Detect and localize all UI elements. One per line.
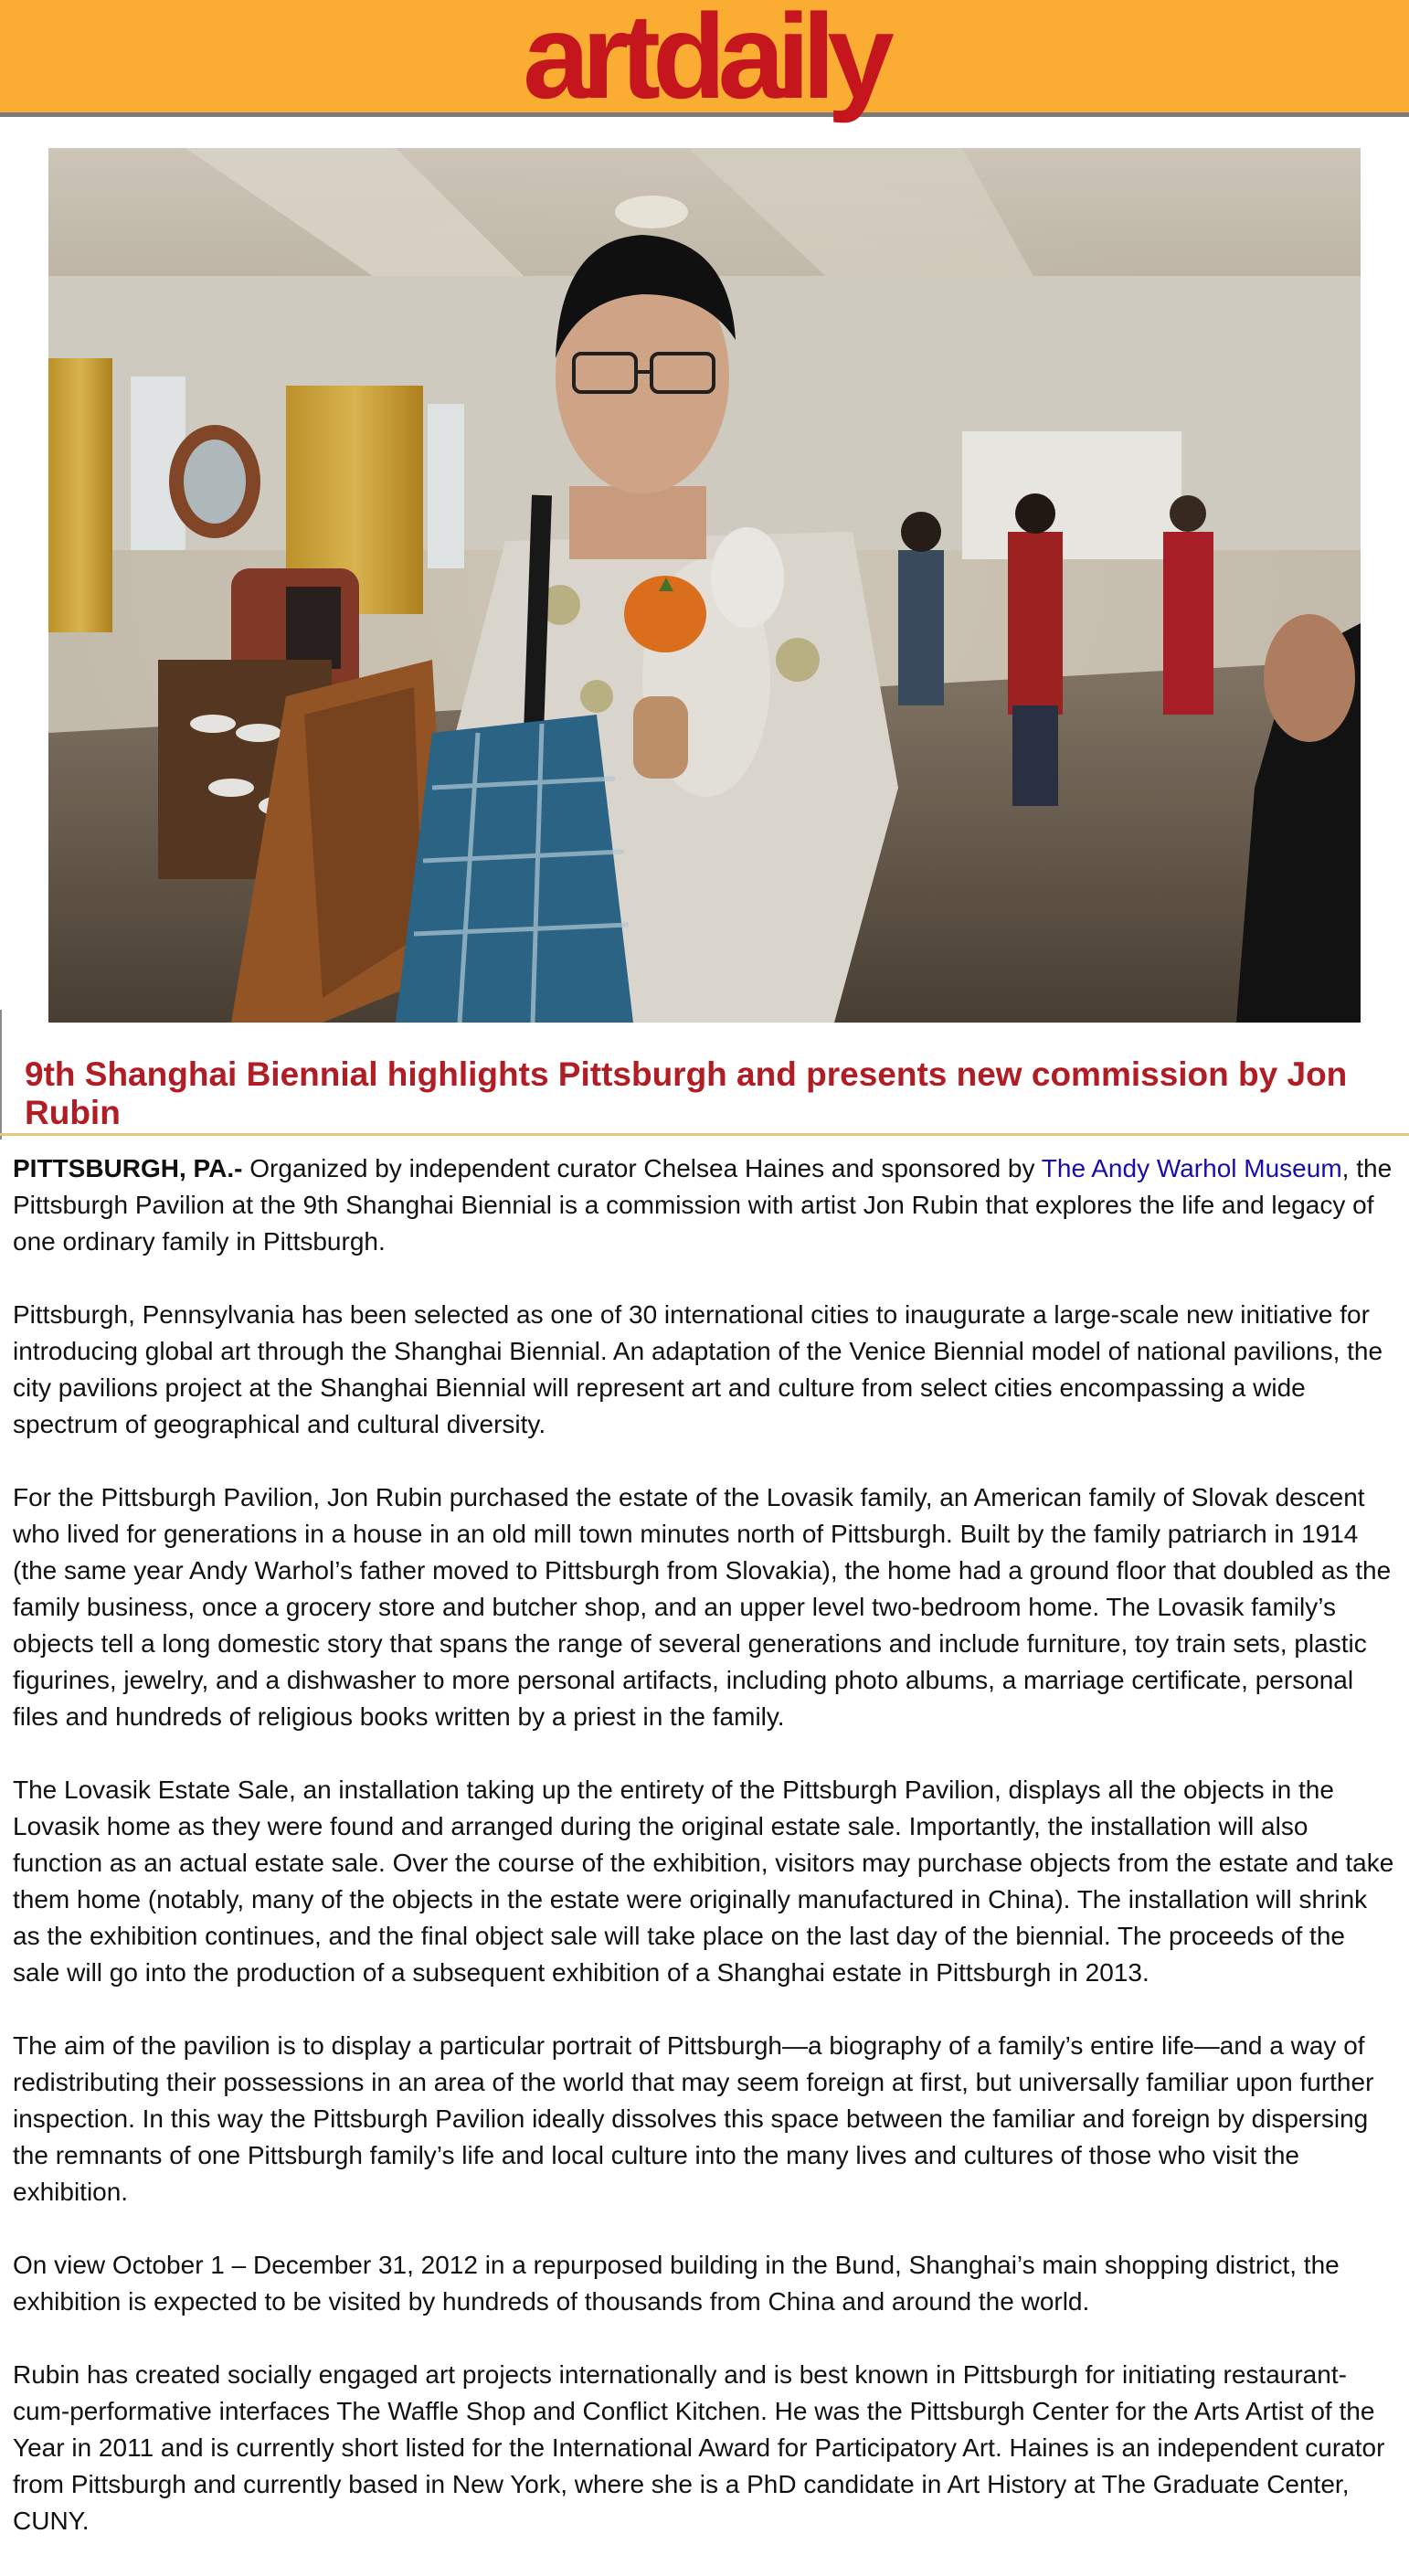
article-headline: 9th Shanghai Biennial highlights Pittsburgh and presents new commission by Jon Rubin — [25, 1055, 1348, 1131]
lead-text-start: Organized by independent curator Chelsea Haines and sponsored by — [242, 1154, 1042, 1182]
lead-paragraph — [13, 1150, 1394, 1260]
headline-divider — [0, 1133, 1409, 1136]
dateline: PITTSBURGH, PA.- — [13, 1154, 243, 1182]
article-body — [13, 1150, 1394, 2576]
left-divider — [0, 1010, 2, 1140]
body-paragraph: Pittsburgh, Pennsylvania has been selected as one of 30 international cities to inaugurate a large-scale new initiative for introducing global art through the Shanghai Biennial. An adaptation of the Venice Biennial model of national pavilions, the city pavilions project at the Shanghai Biennial will represent art and culture from select cities encompassing a wide spectrum of geographical and cultural diversity. — [13, 1300, 1383, 1438]
body-paragraph: The aim of the pavilion is to display a particular portrait of Pittsburgh—a biography of a family’s entire life—and a way of redistributing their possessions in an area of the world that may seem foreign at first, but universally familiar upon further inspection. In this way the Pittsburgh Pavilion ideally dissolves this space between the familiar and foreign by dispersing the remnants of one Pittsburgh family’s life and local culture into the many lives and cultures of those who visit the exhibition. — [13, 2031, 1374, 2206]
body-paragraph: For the Pittsburgh Pavilion, Jon Rubin purchased the estate of the Lovasik family, an American family of Slovak descent who lived for generations in a house in an old mill town minutes north of Pittsburgh. Built by the family patriarch in 1914 (the same year Andy Warhol’s father moved to Pittsburgh from Slovakia), the home had a ground floor that doubled as the family business, once a grocery store and butcher shop, and an upper level two-bedroom home. The Lovasik family’s objects tell a long domestic story that spans the range of several generations and include furniture, toy train sets, plastic figurines, jewelry, and a dishwasher to more personal artifacts, including photo albums, a marriage certificate, personal files and hundreds of religious books written by a priest in the family. — [13, 1483, 1392, 1731]
artdaily-logo[interactable]: artdaily — [523, 0, 886, 123]
lead-text-end: , the Pittsburgh Pavilion at the 9th Shanghai Biennial is a commission with artist Jon Rubin that explores the life and legacy of one ordinary family in Pittsburgh. — [13, 1154, 1393, 1256]
body-paragraph: On view October 1 – December 31, 2012 in a repurposed building in the Bund, Shanghai’s main shopping district, the exhibition is expected to be visited by hundreds of thousands from China and around the world. — [13, 2251, 1340, 2316]
site-header — [0, 0, 1409, 123]
warhol-museum-link[interactable]: The Andy Warhol Museum — [1041, 1154, 1342, 1182]
body-paragraph: Rubin has created socially engaged art projects internationally and is best known in Pittsburgh for initiating restaurant-cum-performative interfaces The Waffle Shop and Conflict Kitchen. He was the Pittsburgh Center for the Arts Artist of the Year in 2011 and is currently short listed for the International Award for Participatory Art. Haines is an independent curator from Pittsburgh and currently based in New York, where she is a PhD candidate in Art History at The Graduate Center, CUNY. — [13, 2360, 1385, 2535]
body-paragraph: The Lovasik Estate Sale, an installation taking up the entirety of the Pittsburgh Pavilion, displays all the objects in the Lovasik home as they were found and arranged during the original estate sale. Importantly, the installation will also function as an actual estate sale. Over the course of the exhibition, visitors may purchase objects from the estate and take them home (notably, many of the objects in the estate were originally manufactured in China). The installation will shrink as the exhibition continues, and the final object sale will take place on the last day of the biennial. The proceeds of the sale will go into the production of a subsequent exhibition of a Shanghai estate in Pittsburgh in 2013. — [13, 1776, 1394, 1987]
article-photo — [48, 148, 1361, 1023]
